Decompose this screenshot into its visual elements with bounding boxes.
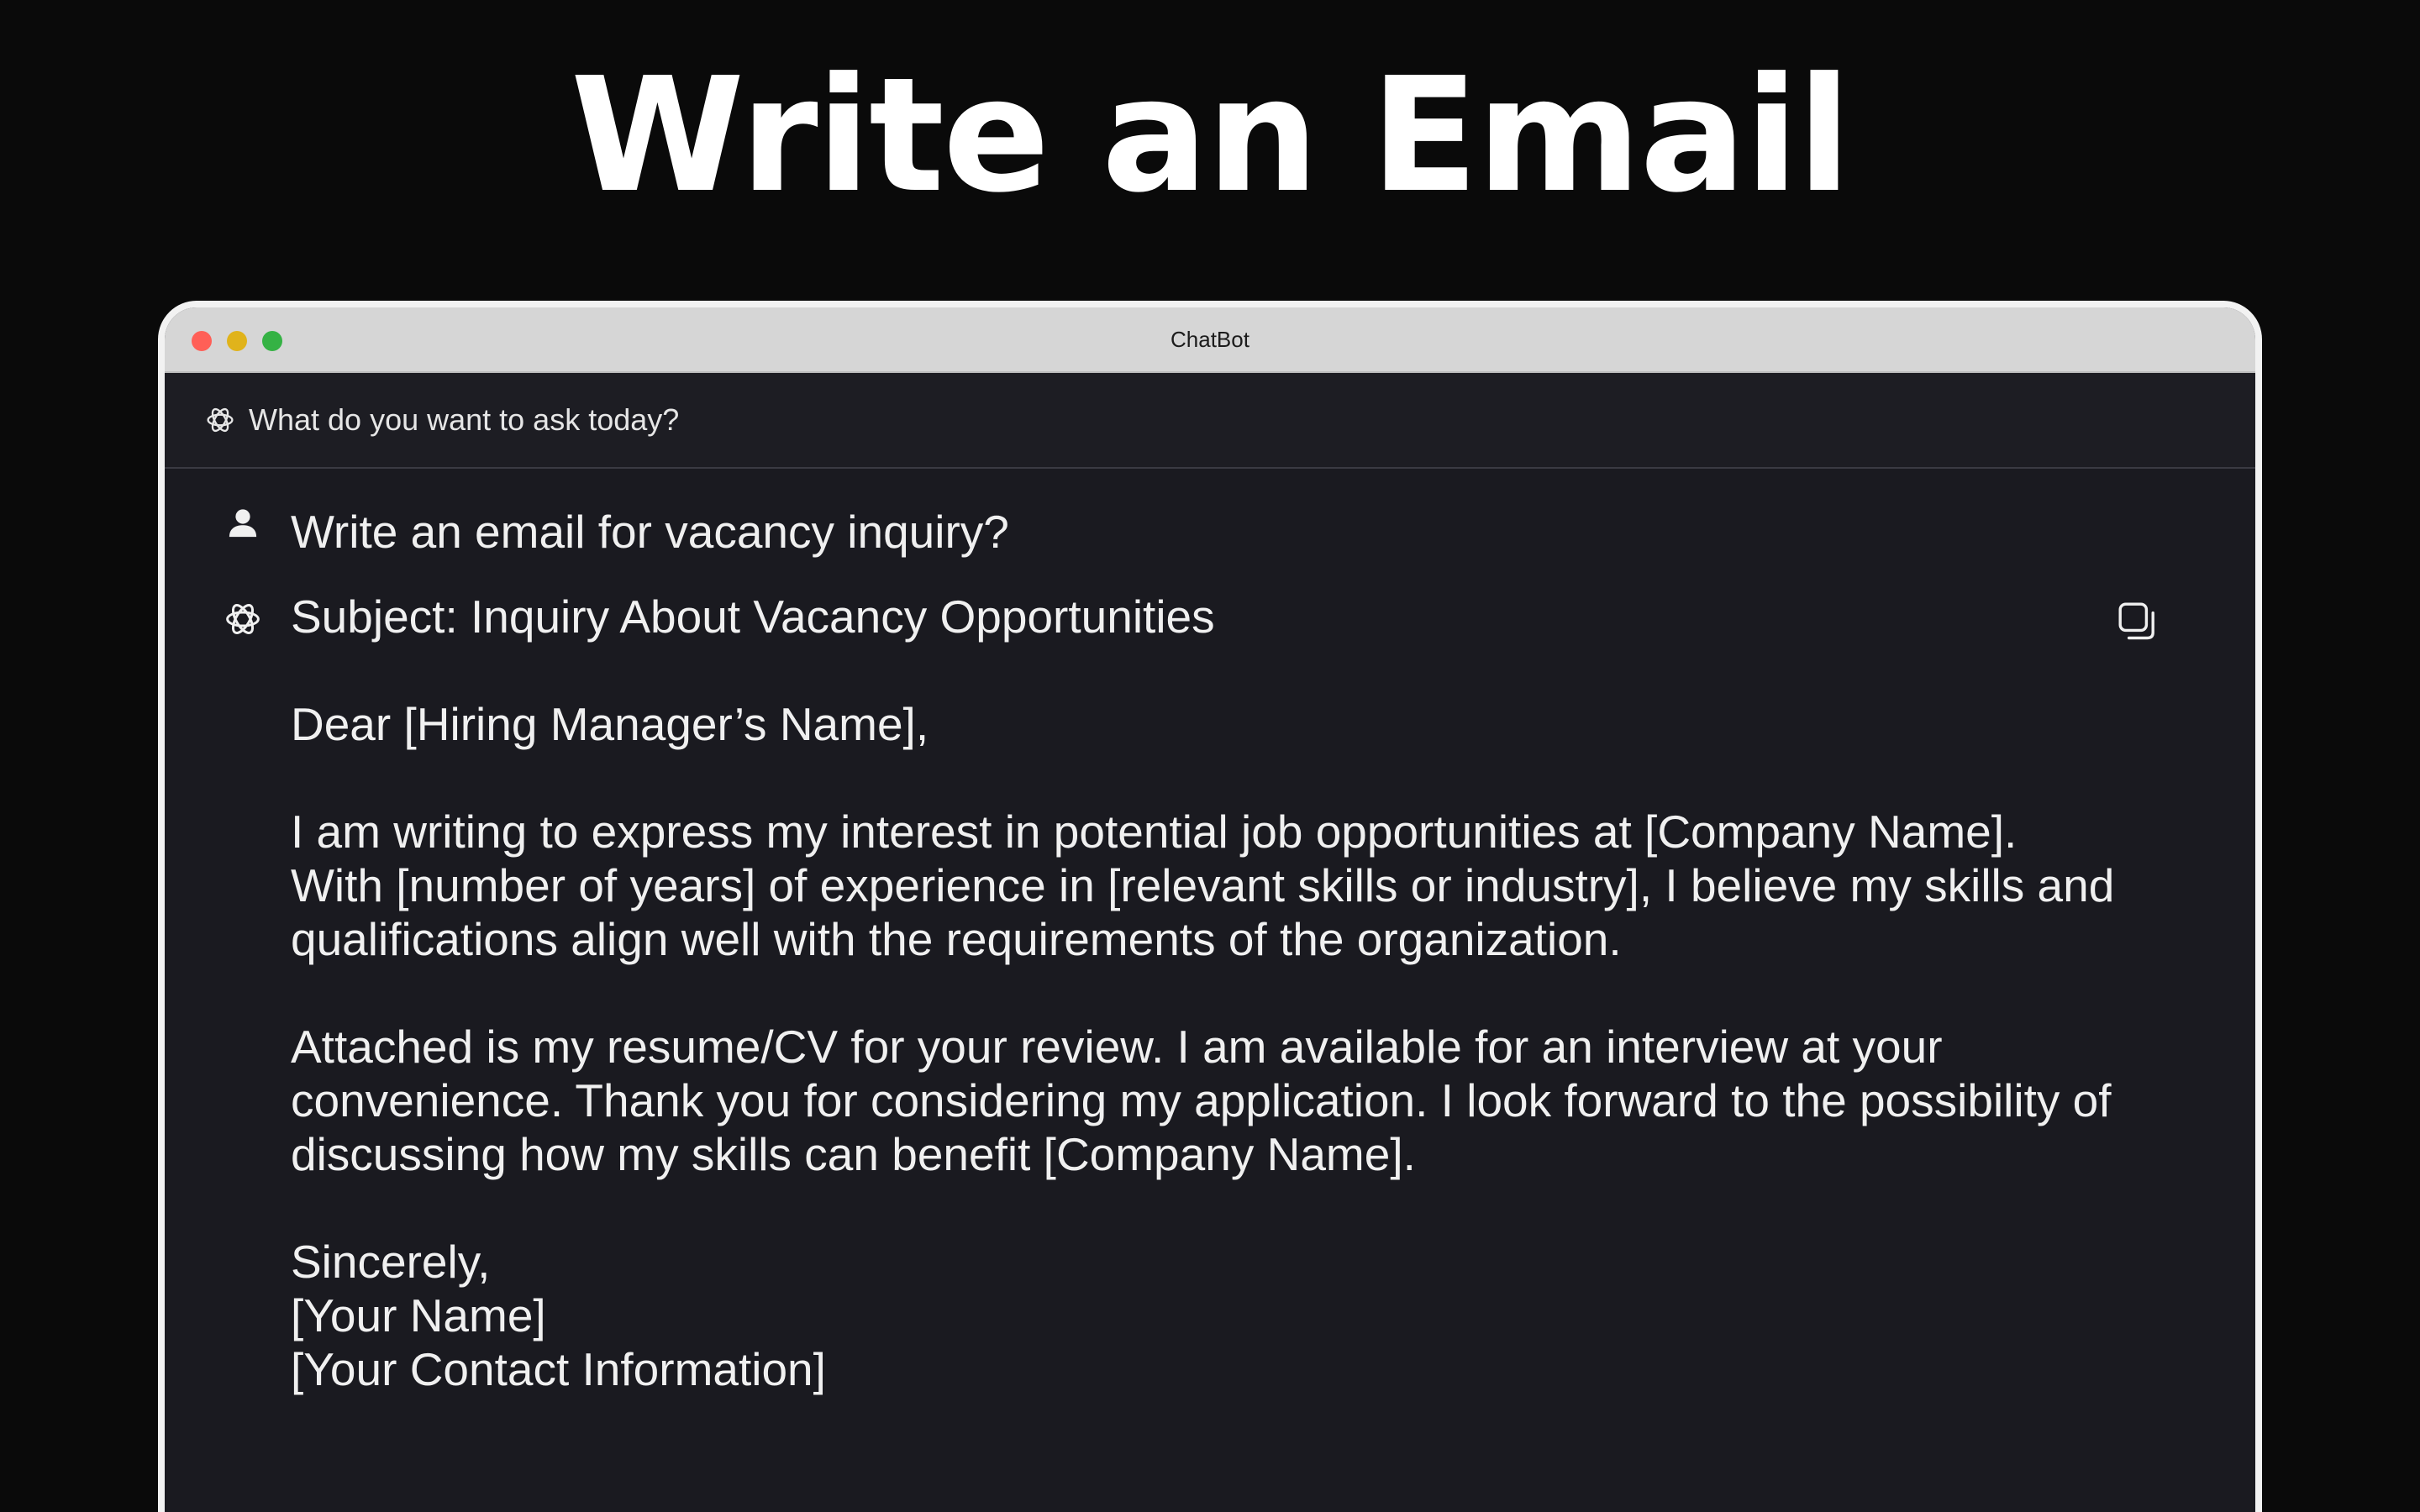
assistant-message-text <box>291 590 2121 1396</box>
person-icon <box>224 504 262 543</box>
email-subject: Subject: Inquiry About Vacancy Opportunities <box>291 591 1215 643</box>
email-paragraph-2: Attached is my resume/CV for your review. I am available for an interview at your convenience. Thank you for considering my application. I look forward to the possibility of discussing how my skills can benefit [Company Name]. <box>291 1021 2112 1180</box>
email-closing: Sincerely, <box>291 1236 491 1288</box>
email-paragraph-1: I am writing to express my interest in potential job opportunities at [Company Name]. With [number of years] of experience in [relevant skills or industry], I believe my skills and qualifications align well with the requirements of the organization. <box>291 806 2115 965</box>
email-greeting: Dear [Hiring Manager’s Name], <box>291 698 929 750</box>
window-title: ChatBot <box>1171 327 1249 352</box>
user-message-text: Write an email for vacancy inquiry? <box>291 506 1009 558</box>
email-signature-name: [Your Name] <box>291 1289 546 1341</box>
user-message <box>165 502 2255 561</box>
openai-logo-icon <box>224 600 262 638</box>
email-signature-contact: [Your Contact Information] <box>291 1343 826 1395</box>
page-headline: Write an Email <box>570 44 1850 228</box>
assistant-message <box>165 590 2255 1396</box>
chatbot-window <box>158 301 2262 1512</box>
prompt-input[interactable] <box>165 373 2255 469</box>
email-signature <box>291 1235 2121 1396</box>
window-titlebar <box>165 307 2255 373</box>
openai-logo-icon <box>205 405 235 435</box>
prompt-placeholder: What do you want to ask today? <box>249 402 680 437</box>
conversation <box>165 469 2255 1396</box>
copy-icon[interactable] <box>2116 600 2160 643</box>
